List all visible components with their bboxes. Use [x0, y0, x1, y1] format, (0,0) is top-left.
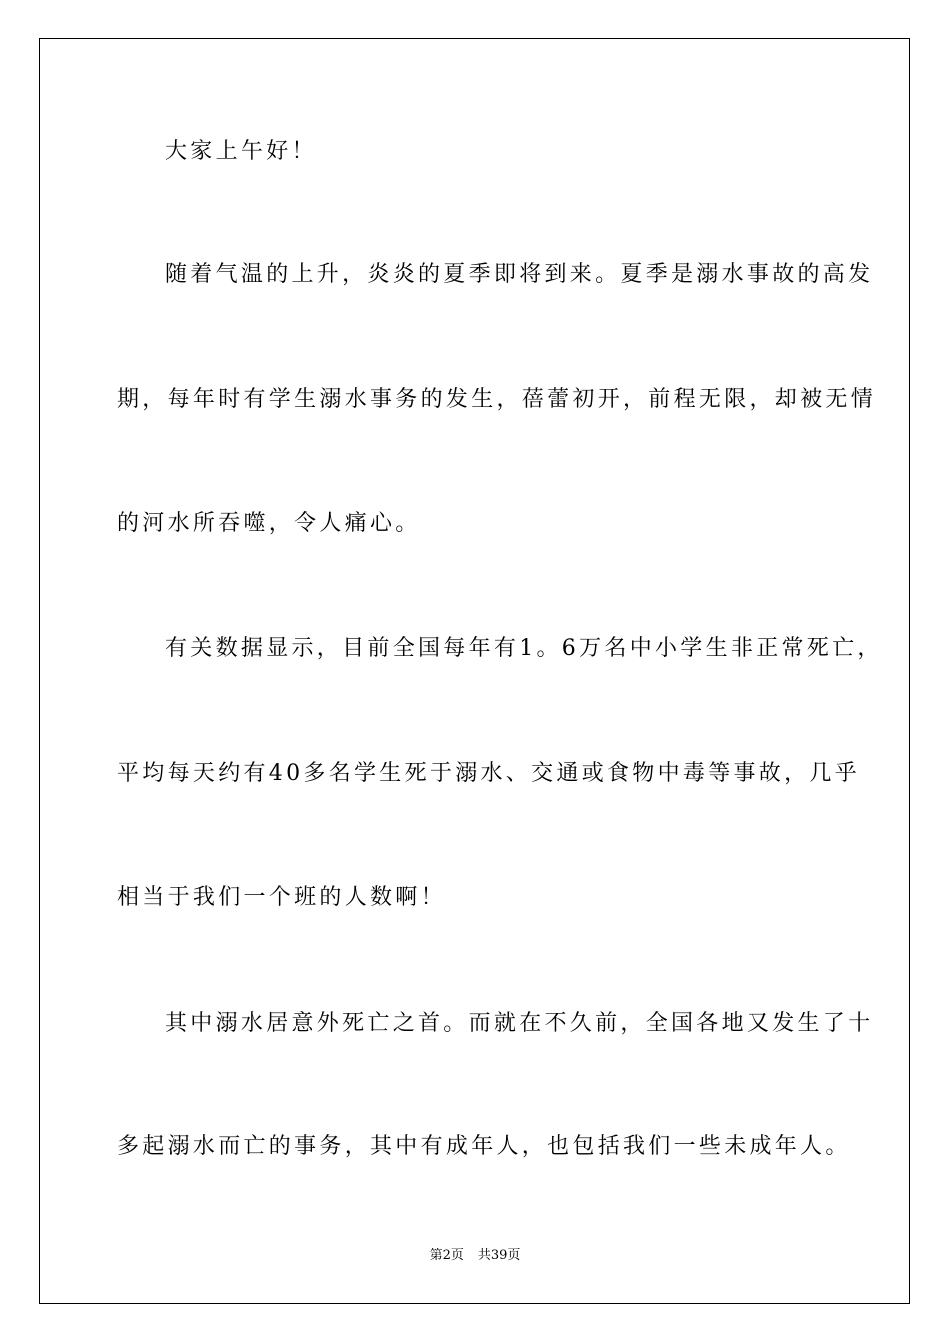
page-footer	[0, 1247, 950, 1265]
page-total: 共39页	[477, 1248, 521, 1263]
paragraph-1-line-1: 随着气温的上升，炎炎的夏季即将到来。夏季是溺水事故的高发	[165, 262, 874, 287]
page-frame	[39, 38, 910, 1304]
page-number: 第2页	[429, 1248, 464, 1263]
paragraph-2-line-2: 平均每天约有40多名学生死于溺水、交通或食物中毒等事故，几乎	[117, 761, 860, 786]
paragraph-1-line-3: 的河水所吞噬，令人痛心。	[117, 511, 421, 536]
paragraph-3-line-2: 多起溺水而亡的事务，其中有成年人，也包括我们一些未成年人。	[117, 1134, 851, 1159]
paragraph-greeting: 大家上午好！	[165, 139, 317, 164]
paragraph-3-line-1: 其中溺水居意外死亡之首。而就在不久前，全国各地又发生了十	[165, 1011, 874, 1036]
paragraph-2-line-3: 相当于我们一个班的人数啊！	[117, 885, 446, 910]
paragraph-2-line-1: 有关数据显示，目前全国每年有1。6万名中小学生非正常死亡，	[165, 636, 883, 661]
paragraph-1-line-2: 期，每年时有学生溺水事务的发生，蓓蕾初开，前程无限，却被无情	[117, 387, 877, 412]
